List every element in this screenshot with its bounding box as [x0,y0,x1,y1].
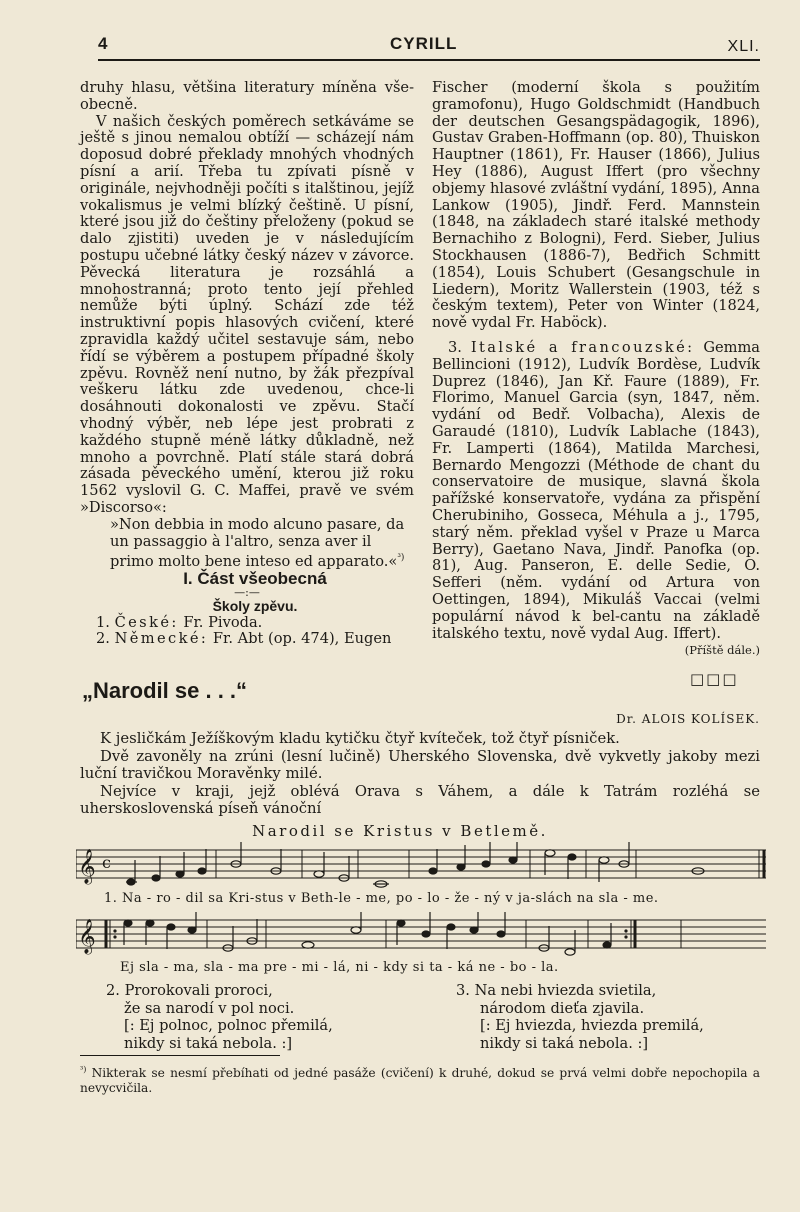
ornament: —:— [234,585,260,599]
verse-line: 2. Prorokovali proroci, [106,982,273,999]
verse-line: nikdy si taká nebola. :] [480,1034,649,1052]
maffei-quote [110,517,414,571]
article-title: „Narodil se . . .“ [82,678,248,703]
left-column [80,80,414,648]
quote-text: »Non debbia in modo alcuno pasare, da un passaggio à l'altro, senza aver il primo molto bene inteso ed apparato.« [110,515,405,571]
volume-number: XLI. [727,38,760,55]
article-author: Dr. ALOIS KOLÍSEK. [616,712,760,726]
notes-line-1 [126,842,704,887]
page-header [80,34,760,62]
verse-3 [456,982,704,1052]
list-item [96,615,414,632]
footnote-text: Nikterak se nesmí přebíhati od jedné pasáže (cvičení) k druhé, dokud se prvá velmi dobře nepochopila a nevycvičila. [80,1066,761,1096]
verse-line: 3. Na nebi hviezda svietila, [456,982,657,999]
item-label: Německé: [114,630,209,648]
footnote-mark: ³) [397,553,405,564]
verse-line: [: Ej hviezda, hviezda premilá, [480,1017,704,1034]
paragraph: Nejvíce v kraji, jejž oblévá Orava s Váhem, a dále k Tatrám rozléhá se uherskoslovenská píseň vánoční [80,782,760,817]
lyrics-line-1: 1. Na - ro - dil sa Kri-stus v Beth-le - me, po - lo - že - ný v ja-slách na sla - me. [104,891,659,906]
journal-title: CYRILL [390,34,458,53]
music-staff-1 [76,842,766,890]
verse-line: nikdy si taká nebola. :] [124,1034,293,1052]
article-intro [80,730,760,818]
item-number: 2. [96,630,110,648]
paragraph: V našich českých poměrech setkáváme se ještě s jinou nemalou obtíží — scházejí nám doposud dobré překlady mnohých vhodných písní a arií. Třeba tu zpívati písně v originále, nejvhodněji počíti s italštinou, jejíž vokalismus je velmi blízký češtině. U písní, které jsou již do češtiny přeloženy (pokud se dalo zjistiti) uveden je v následujícím postupu učebné látky český název v závorce. Pěvecká literatura je rozsáhlá a mnohostranná; proto tento její přehled nemůže býti úplný. Schází zde též instruktivní popis hlasových cvičení, které zpravidla každý učitel sestavuje sám, nebo řídí se výběrem a postupem případné školy zpěvu. Rovněž není nutno, by žák přezpíval veškeru látku zde uvedenou, chce-li dosáhnouti dokonalosti ve zpěvu. Stačí vhodný výběr, neb lépe jest probrati z každého stupně méně látky důkladně, než mnoho a povrchně. Platí stále stará dobrá zásada pěveckého umění, kterou již roku 1562 vyslovil G. C. Maffei, pravě ve svém »Discorso«: [80,112,414,516]
paragraph: Fischer (moderní škola s použitím gramofonu), Hugo Goldschmidt (Handbuch der deutschen Gesangspädagogik, 1896), Gustav Graben-Hoffmann (op. 80), Thuiskon Hauptner (1861), Fr. Hauser (1866), Julius Hey (1886), August Iffert (pro všechny objemy hlasové zvláštní vydání, 1895), Anna Lankow (1905), Jindř. Ferd. Mannstein (1848, na základech staré italské methody Bernachiho z Bologni), Ferd. Sieber, Julius Stockhausen (1886-7), Bedřich Schmitt (1854), Louis Schubert (Gesangschule in Liedern), Moritz Wallerstein (1903, též s českým textem), Peter von Winter (1824, nově vydal Fr. Haböck). [432,79,760,332]
time-signature: c [102,853,111,872]
header-rule [98,59,760,61]
lyrics-line-2: Ej sla - ma, sla - ma pre - mi - lá, ni - kdy si ta - ká ne - bo - la. [120,960,559,975]
footnote-mark: ³) [80,1065,87,1074]
continued-note: (Příště dále.) [684,643,760,658]
verse-line: [: Ej polnoc, polnoc přemilá, [124,1017,333,1034]
paragraph [432,340,760,642]
item-text: Fr. Pivoda. [183,613,263,631]
subsection-title: Školy zpěvu. [212,597,298,614]
verse-2 [106,982,333,1052]
right-column [432,80,760,659]
section-divider: □□□ [690,670,739,688]
verse-line: národom dieťa zjavila. [480,999,645,1017]
paragraph: Dvě zavoněly na zrúni (lesní lučině) Uherského Slovenska, dvě vykvetly jakoby mezi luční travičkou Moravěnky milé. [80,747,760,782]
footnote-rule [80,1055,280,1056]
item-text: Fr. Abt (op. 474), Eugen [212,630,392,648]
footnote [80,1062,760,1096]
song-title: Narodil se Kristus v Betlemě. [252,822,548,840]
music-staff-2 [76,912,766,960]
item-number: 3. [448,338,462,356]
item-number: 1. [96,613,110,631]
paragraph: druhy hlasu, většina literatury míněna vše-obecně. [80,79,414,113]
item-label: Italské a francouzské: [470,338,695,356]
treble-clef-icon: 𝄞 [78,919,96,954]
schools-list [80,615,414,649]
list-item [96,631,414,648]
item-text: Gemma Bellincioni (1912), Ludvík Bordèse, Ludvík Duprez (1846), Jan Kř. Faure (1889), Fr. Florimo, Manuel Garcia (syn, 1847, něm. vydání od Bedř. Volbacha), Alexis de Garaudé (1810), Ludvík Lablache (1843), Fr. Lamperti (1864), Matilda Marchesi, Bernardo Mengozzi (Méthode de chant du conservatoire de musique, slavná škola pařížské konservatoře, vydána za přispění Cherubiniho, Gosseca, Méhula a j., 1795, starý něm. překlad vyšel v Praze u Marca Berry), Gaetano Nava, Jindř. Panofka (op. 81), Aug. Panseron, E. delle Sedie, O. Sefferi (něm. vydání od Artura von Oettingen, 1894), Mikuláš Vaccai (velmi populární návod k bel-cantu na základě italského textu, nově vydal Aug. Iffert). [432,338,760,642]
page-number: 4 [98,34,108,53]
section-title: I. Část všeobecná [183,568,327,588]
paragraph: K jesličkám Ježíškovým kladu kytičku čtyř kvíteček, tož čtyř písniček. [100,730,620,747]
verse-line: že sa narodí v pol noci. [124,999,295,1017]
treble-clef-icon: 𝄞 [78,849,96,884]
item-label: České: [114,613,179,631]
